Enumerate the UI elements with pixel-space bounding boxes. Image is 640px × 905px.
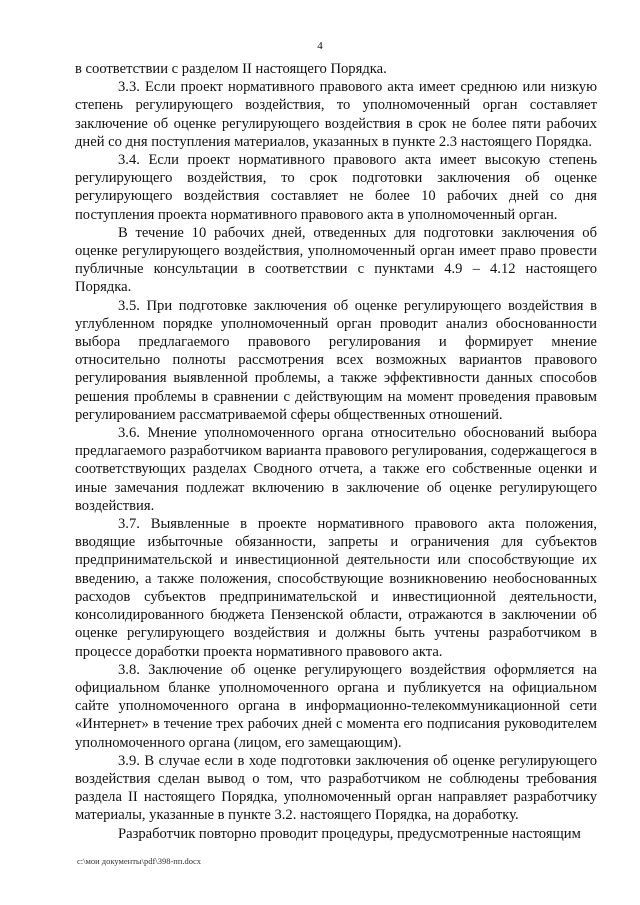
paragraph-3-4: 3.4. Если проект нормативного правового акта имеет высокую степень регулирующего воздействия, то срок подготовки заключения об оценке регулирующего воздействия составляет не более 10 рабочих дней со дня поступления проекта нормативного правового акта в уполномоченный орган. xyxy=(75,152,597,223)
paragraph-3-6: 3.6. Мнение уполномоченного органа относительно обоснований выбора предлагаемого разработчиком варианта правового регулирования, содержащегося в соответствующих разделах Сводного отчета, а также его собственные оценки и иные замечания подлежат включению в заключение об оценке регулирующего воздействия. xyxy=(75,425,597,514)
paragraph-3-9: 3.9. В случае если в ходе подготовки заключения об оценке регулирующего воздействия сделан вывод о том, что разработчиком не соблюдены требования раздела II настоящего Порядка, уполномоченный орган направляет разработчику материалы, указанные в пункте 3.2. настоящего Порядка, на доработку. xyxy=(75,752,597,824)
paragraph-3-4-consultations: В течение 10 рабочих дней, отведенных для подготовки заключения об оценке регулирующего воздействия, уполномоченный орган имеет право провести публичные консультации в соответствии с пунктами 4.9 – 4.12 настоящего Порядка. xyxy=(75,224,597,296)
paragraph-developer-repeat: Разработчик повторно проводит процедуры, предусмотренные настоящим xyxy=(118,825,581,842)
paragraph-3-3: 3.3. Если проект нормативного правового акта имеет среднюю или низкую степень регулирующего воздействия, то уполномоченный орган составляет заключение об оценке регулирующего воздействия в срок не более пяти рабочих дней со дня поступления материалов, указанных в пункте 2.3 настоящего Порядка. xyxy=(75,79,597,150)
paragraph-3-8: 3.8. Заключение об оценке регулирующего воздействия оформляется на официальном бланке уполномоченного органа и публикуется на официальном сайте уполномоченного органа в информационно-телекоммуникационной сети «Интернет» в течение трех рабочих дней с момента его подписания руководителем уполномоченного органа (лицом, его замещающим). xyxy=(75,661,597,751)
page-number: 4 xyxy=(317,40,323,52)
footer-file-path: c:\мои документы\pdf\398-пп.docx xyxy=(77,856,202,866)
document-body xyxy=(75,60,597,843)
paragraph-continuation: в соответствии с разделом II настоящего Порядка. xyxy=(75,61,387,77)
paragraph-3-7: 3.7. Выявленные в проекте нормативного правового акта положения, вводящие избыточные обязанности, запреты и ограничения для субъектов предпринимательской и инвестиционной деятельности или способствующие их введению, а также положения, способствующие возникновению необоснованных расходов субъектов предпринимательской и инвестиционной деятельности, консолидированного бюджета Пензенской области, отражаются в заключении об оценке регулирующего воздействия и должны быть учтены разработчиком в процессе доработки проекта нормативного правового акта. xyxy=(75,516,597,660)
paragraph-3-5: 3.5. При подготовке заключения об оценке регулирующего воздействия в углубленном порядке уполномоченный орган проводит анализ обоснованности выбора предлагаемого правового регулирования и формирует мнение относительно полноты рассмотрения всех возможных вариантов правового регулирования выявленной проблемы, а также эффективности данных способов решения проблемы в сравнении с действующим на момент проведения правовым регулированием рассматриваемой сферы общественных отношений. xyxy=(75,297,597,423)
